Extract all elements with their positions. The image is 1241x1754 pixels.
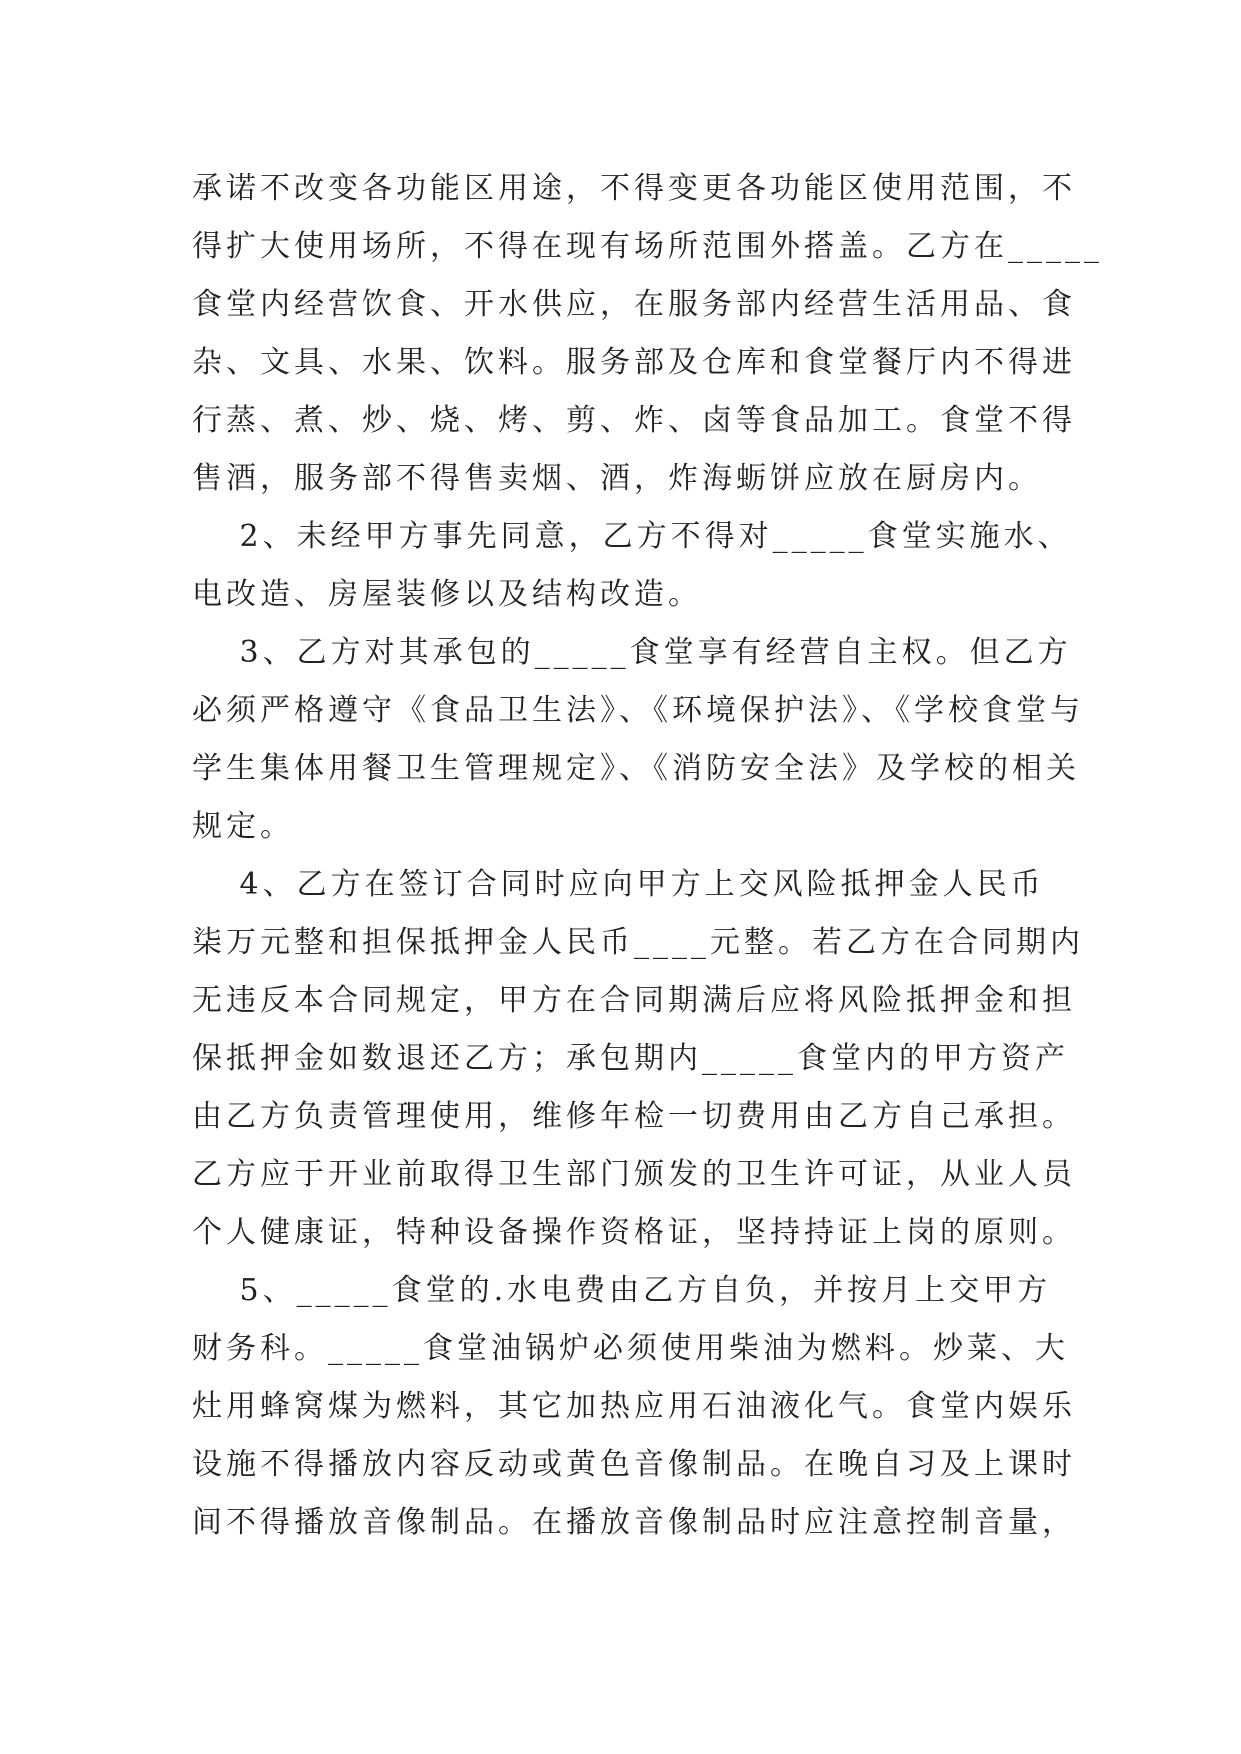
text-line: 规定。 — [192, 809, 294, 844]
text-line: 保抵押金如数退还乙方；承包期内_____食堂内的甲方资产 — [192, 1041, 1069, 1076]
text-line: 财务科。_____食堂油锅炉必须使用柴油为燃料。炒菜、大 — [192, 1331, 1069, 1366]
text-line: 由乙方负责管理使用，维修年检一切费用由乙方自己承担。 — [192, 1099, 1076, 1134]
clause-2-line: 2、未经甲方事先同意，乙方不得对_____食堂实施水、 — [192, 519, 1072, 554]
text-line: 乙方应于开业前取得卫生部门颁发的卫生许可证，从业人员 — [192, 1157, 1076, 1192]
text-line: 行蒸、煮、炒、烧、烤、剪、炸、卤等食品加工。食堂不得 — [192, 403, 1076, 438]
text-line: 灶用蜂窝煤为燃料，其它加热应用石油液化气。食堂内娱乐 — [192, 1389, 1076, 1424]
text-line: 电改造、房屋装修以及结构改造。 — [192, 577, 702, 612]
text-line: 无违反本合同规定，甲方在合同期满后应将风险抵押金和担 — [192, 983, 1076, 1018]
text-line: 售酒，服务部不得售卖烟、酒，炸海蛎饼应放在厨房内。 — [192, 461, 1042, 496]
text-line: 杂、文具、水果、饮料。服务部及仓库和食堂餐厅内不得进 — [192, 345, 1076, 380]
document-body — [192, 160, 1103, 1552]
text-line: 学生集体用餐卫生管理规定》、《消防安全法》及学校的相关 — [192, 751, 1080, 786]
text-line: 个人健康证，特种设备操作资格证，坚持持证上岗的原则。 — [192, 1215, 1076, 1250]
text-line: 设施不得播放内容反动或黄色音像制品。在晚自习及上课时 — [192, 1447, 1076, 1482]
text-line: 承诺不改变各功能区用途，不得变更各功能区使用范围，不 — [192, 171, 1076, 206]
text-line: 间不得播放音像制品。在播放音像制品时应注意控制音量， — [192, 1505, 1076, 1540]
text-line: 柒万元整和担保抵押金人民币____元整。若乙方在合同期内 — [192, 925, 1084, 960]
text-line: 食堂内经营饮食、开水供应，在服务部内经营生活用品、食 — [192, 287, 1076, 322]
text-line: 得扩大使用场所，不得在现有场所范围外搭盖。乙方在_____ — [192, 229, 1103, 264]
clause-4-line: 4、乙方在签订合同时应向甲方上交风险抵押金人民币 — [192, 867, 1045, 902]
clause-5-line: 5、_____食堂的.水电费由乙方自负，并按月上交甲方 — [192, 1273, 1052, 1308]
clause-3-line: 3、乙方对其承包的_____食堂享有经营自主权。但乙方 — [192, 635, 1072, 670]
text-line: 必须严格遵守《食品卫生法》、《环境保护法》、《学校食堂与 — [192, 693, 1084, 728]
